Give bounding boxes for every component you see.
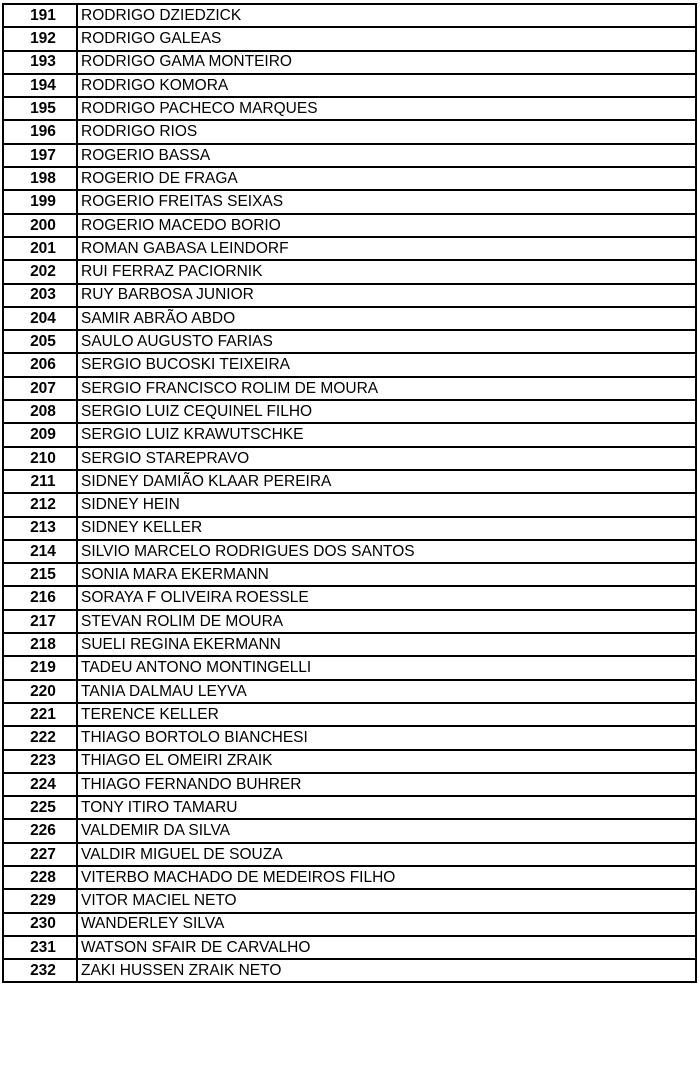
row-number: 194: [3, 74, 77, 97]
row-number: 230: [3, 913, 77, 936]
table-row: [3, 936, 696, 959]
row-number: 217: [3, 610, 77, 633]
table-row: [3, 633, 696, 656]
row-name: VITERBO MACHADO DE MEDEIROS FILHO: [77, 866, 696, 889]
row-name: WANDERLEY SILVA: [77, 913, 696, 936]
row-name: RODRIGO DZIEDZICK: [77, 4, 696, 27]
row-name: SIDNEY DAMIÃO KLAAR PEREIRA: [77, 470, 696, 493]
row-name: RODRIGO GAMA MONTEIRO: [77, 51, 696, 74]
row-number: 210: [3, 447, 77, 470]
table-row: [3, 307, 696, 330]
table-row: [3, 843, 696, 866]
row-name: VALDEMIR DA SILVA: [77, 819, 696, 842]
table-row: [3, 656, 696, 679]
table-row: [3, 330, 696, 353]
table-row: [3, 51, 696, 74]
row-number: 207: [3, 377, 77, 400]
table-row: [3, 214, 696, 237]
table-row: [3, 866, 696, 889]
table-row: [3, 586, 696, 609]
row-number: 202: [3, 260, 77, 283]
row-name: SIDNEY HEIN: [77, 493, 696, 516]
row-name: ROGERIO FREITAS SEIXAS: [77, 190, 696, 213]
row-name: RODRIGO RIOS: [77, 120, 696, 143]
table-row: [3, 819, 696, 842]
row-number: 216: [3, 586, 77, 609]
row-number: 197: [3, 144, 77, 167]
table-row: [3, 4, 696, 27]
table-row: [3, 190, 696, 213]
row-name: SERGIO STAREPRAVO: [77, 447, 696, 470]
table-row: [3, 493, 696, 516]
row-name: TONY ITIRO TAMARU: [77, 796, 696, 819]
row-number: 212: [3, 493, 77, 516]
row-number: 198: [3, 167, 77, 190]
table-row: [3, 120, 696, 143]
row-number: 229: [3, 889, 77, 912]
row-name: RUY BARBOSA JUNIOR: [77, 284, 696, 307]
row-number: 232: [3, 959, 77, 982]
row-name: SERGIO BUCOSKI TEIXEIRA: [77, 353, 696, 376]
table-row: [3, 400, 696, 423]
row-number: 223: [3, 750, 77, 773]
row-name: TADEU ANTONO MONTINGELLI: [77, 656, 696, 679]
row-name: STEVAN ROLIM DE MOURA: [77, 610, 696, 633]
row-name: SILVIO MARCELO RODRIGUES DOS SANTOS: [77, 540, 696, 563]
row-name: ROGERIO DE FRAGA: [77, 167, 696, 190]
row-number: 204: [3, 307, 77, 330]
row-name: VALDIR MIGUEL DE SOUZA: [77, 843, 696, 866]
table-row: [3, 97, 696, 120]
row-number: 193: [3, 51, 77, 74]
row-number: 201: [3, 237, 77, 260]
row-number: 227: [3, 843, 77, 866]
row-name: SIDNEY KELLER: [77, 517, 696, 540]
row-number: 218: [3, 633, 77, 656]
roster-table: [2, 3, 697, 983]
table-row: [3, 750, 696, 773]
row-name: SERGIO LUIZ CEQUINEL FILHO: [77, 400, 696, 423]
table-row: [3, 167, 696, 190]
row-name: THIAGO EL OMEIRI ZRAIK: [77, 750, 696, 773]
table-row: [3, 959, 696, 982]
row-number: 214: [3, 540, 77, 563]
table-row: [3, 796, 696, 819]
roster-table-body: [3, 4, 696, 982]
row-number: 200: [3, 214, 77, 237]
table-row: [3, 540, 696, 563]
row-number: 222: [3, 726, 77, 749]
table-row: [3, 913, 696, 936]
row-number: 228: [3, 866, 77, 889]
row-name: TERENCE KELLER: [77, 703, 696, 726]
row-name: THIAGO FERNANDO BUHRER: [77, 773, 696, 796]
row-name: WATSON SFAIR DE CARVALHO: [77, 936, 696, 959]
row-name: SUELI REGINA EKERMANN: [77, 633, 696, 656]
table-row: [3, 74, 696, 97]
row-number: 192: [3, 27, 77, 50]
row-number: 213: [3, 517, 77, 540]
table-row: [3, 284, 696, 307]
row-name: ZAKI HUSSEN ZRAIK NETO: [77, 959, 696, 982]
table-row: [3, 680, 696, 703]
row-name: THIAGO BORTOLO BIANCHESI: [77, 726, 696, 749]
table-row: [3, 353, 696, 376]
row-name: ROMAN GABASA LEINDORF: [77, 237, 696, 260]
row-number: 221: [3, 703, 77, 726]
row-number: 203: [3, 284, 77, 307]
row-number: 231: [3, 936, 77, 959]
table-row: [3, 610, 696, 633]
table-row: [3, 237, 696, 260]
table-row: [3, 703, 696, 726]
row-number: 215: [3, 563, 77, 586]
table-row: [3, 260, 696, 283]
row-name: RODRIGO PACHECO MARQUES: [77, 97, 696, 120]
table-row: [3, 144, 696, 167]
row-number: 209: [3, 423, 77, 446]
row-name: RODRIGO GALEAS: [77, 27, 696, 50]
table-row: [3, 889, 696, 912]
row-name: SONIA MARA EKERMANN: [77, 563, 696, 586]
row-number: 226: [3, 819, 77, 842]
row-name: RODRIGO KOMORA: [77, 74, 696, 97]
row-number: 195: [3, 97, 77, 120]
row-name: SERGIO FRANCISCO ROLIM DE MOURA: [77, 377, 696, 400]
row-name: ROGERIO BASSA: [77, 144, 696, 167]
row-number: 211: [3, 470, 77, 493]
row-number: 199: [3, 190, 77, 213]
row-name: SERGIO LUIZ KRAWUTSCHKE: [77, 423, 696, 446]
table-row: [3, 470, 696, 493]
row-number: 196: [3, 120, 77, 143]
row-number: 191: [3, 4, 77, 27]
row-name: SORAYA F OLIVEIRA ROESSLE: [77, 586, 696, 609]
row-number: 225: [3, 796, 77, 819]
row-name: SAMIR ABRÃO ABDO: [77, 307, 696, 330]
row-number: 206: [3, 353, 77, 376]
row-name: TANIA DALMAU LEYVA: [77, 680, 696, 703]
table-row: [3, 27, 696, 50]
row-name: RUI FERRAZ PACIORNIK: [77, 260, 696, 283]
table-row: [3, 773, 696, 796]
table-row: [3, 726, 696, 749]
table-row: [3, 517, 696, 540]
row-number: 224: [3, 773, 77, 796]
row-name: ROGERIO MACEDO BORIO: [77, 214, 696, 237]
table-row: [3, 423, 696, 446]
table-row: [3, 563, 696, 586]
row-name: SAULO AUGUSTO FARIAS: [77, 330, 696, 353]
row-name: VITOR MACIEL NETO: [77, 889, 696, 912]
row-number: 205: [3, 330, 77, 353]
row-number: 219: [3, 656, 77, 679]
table-row: [3, 377, 696, 400]
row-number: 208: [3, 400, 77, 423]
table-row: [3, 447, 696, 470]
row-number: 220: [3, 680, 77, 703]
